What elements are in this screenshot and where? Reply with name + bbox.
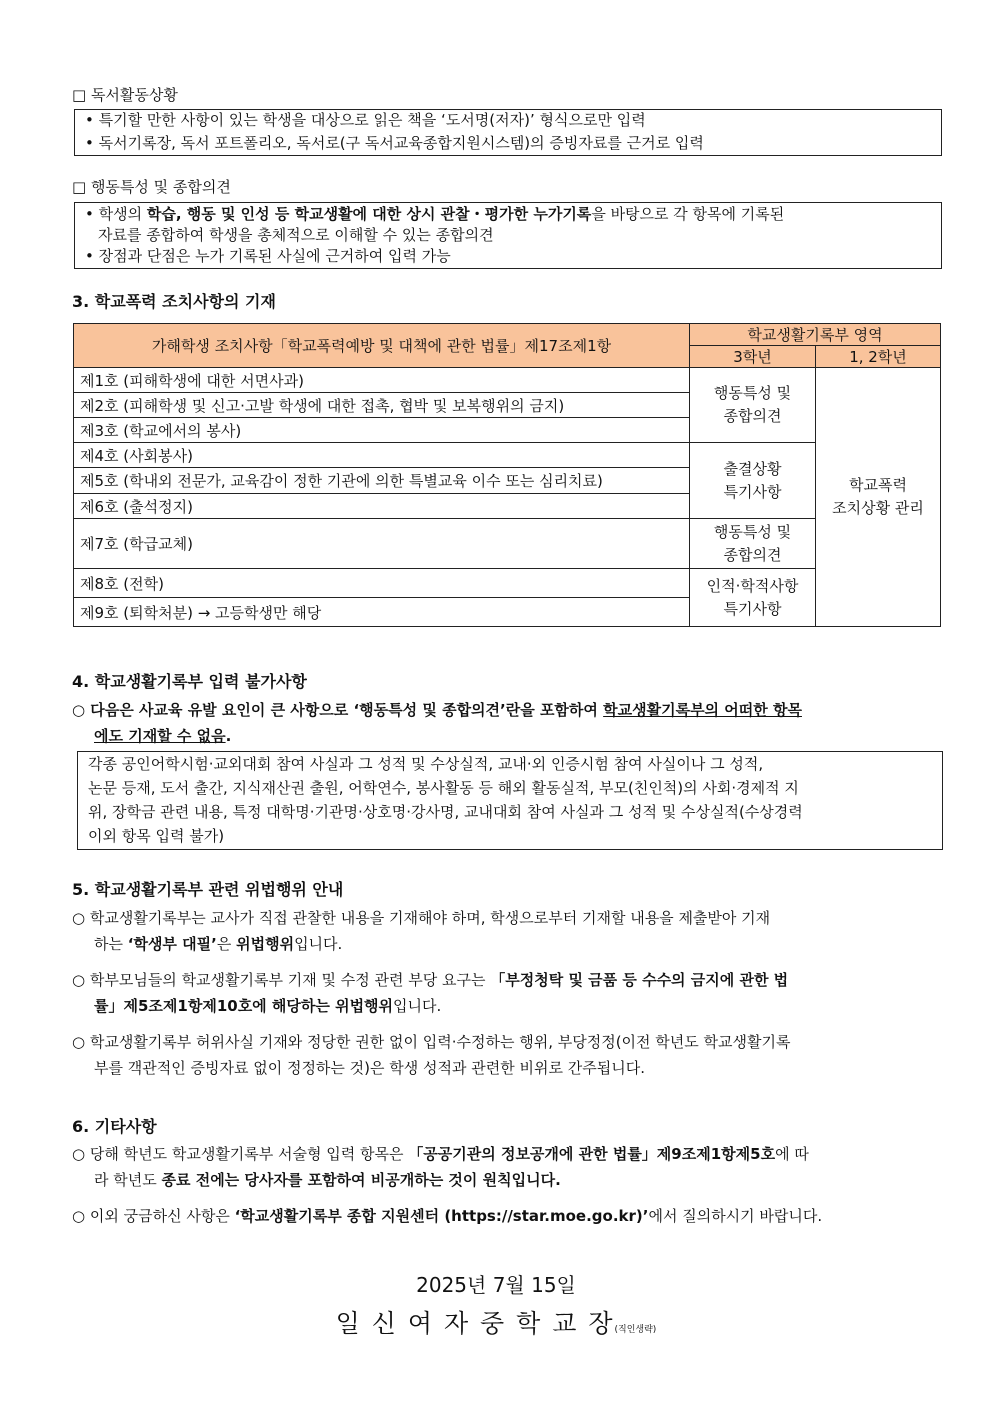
s5-p1-c: 은 xyxy=(216,935,237,953)
table-header-g3: 3학년 xyxy=(690,346,816,368)
section4-p-b: 학교생활기록부의 어떠한 항목 xyxy=(603,701,802,719)
reading-box xyxy=(74,109,942,156)
seal-note: (직인생략) xyxy=(614,1325,657,1335)
section5-p3-line1: ○ 학교생활기록부 허위사실 기재와 정당한 권한 없이 입력·수정하는 행위, 부당정정(이전 학년도 학교생활기록 xyxy=(72,1033,791,1051)
table-row: 제7호 (학급교체) xyxy=(74,519,690,569)
area-attend-line1: 출결상황 xyxy=(723,459,782,478)
s6-p2-c: 에서 질의하시기 바랍니다. xyxy=(648,1207,823,1225)
section4-box-line-1: 각종 공인어학시험·교외대회 참여 사실과 그 성적 및 수상실적, 교내·외 인증시험 참여 사실이나 그 성적, xyxy=(88,755,764,773)
s6-p1-d: 라 학년도 xyxy=(94,1171,162,1189)
table-row: 제1호 (피해학생에 대한 서면사과) xyxy=(74,368,690,393)
section4-box xyxy=(77,751,943,850)
section4-title: 4. 학교생활기록부 입력 불가사항 xyxy=(72,672,307,691)
section4-box-line-2: 논문 등재, 도서 출간, 지식재산권 출원, 어학연수, 봉사활동 등 해외 활동실적, 부모(친인척)의 사회·경제적 지 xyxy=(88,779,799,797)
area-behavior2-line1: 행동특성 및 xyxy=(713,522,792,541)
section4-p-a: ○ 다음은 사교육 유발 요인이 큰 사항으로 ‘행동특성 및 종합의견’란을 포함하여 xyxy=(72,701,604,719)
behavior-box xyxy=(74,202,942,269)
s5-p1-a: 하는 xyxy=(94,935,128,953)
area-g12 xyxy=(816,368,941,627)
behavior-b1-pre: • 학생의 xyxy=(85,205,147,223)
table-row: 제6호 (출석정지) xyxy=(74,494,690,519)
section4-paragraph xyxy=(72,697,932,749)
section6-title: 6. 기타사항 xyxy=(72,1117,157,1136)
s5-p1-e: 입니다. xyxy=(294,935,343,953)
table-header-g12: 1, 2학년 xyxy=(816,346,941,368)
area-behavior-line2: 종합의견 xyxy=(723,407,782,425)
table-header-main: 가해학생 조치사항「학교폭력예방 및 대책에 관한 법률」제17조제1항 xyxy=(74,324,690,368)
area-attendance xyxy=(690,443,816,519)
area-attend-line2: 특기사항 xyxy=(723,482,782,501)
reading-bullet-1: • 특기할 만한 사항이 있는 학생을 대상으로 읽은 책을 ‘도서명(저자)’ 형식으로만 입력 xyxy=(85,111,646,129)
table-row: 제2호 (피해학생 및 신고·고발 학생에 대한 접촉, 협박 및 보복행위의 금지) xyxy=(74,393,690,418)
area-behavior-2 xyxy=(690,519,816,569)
footer-date: 2025년 7월 15일 xyxy=(416,1273,576,1297)
section4-p-d: . xyxy=(225,727,232,745)
section5-p1-line2 xyxy=(72,931,932,957)
s5-p1-d: 위법행위 xyxy=(236,935,295,953)
table-row: 제3호 (학교에서의 봉사) xyxy=(74,418,690,443)
footer-school xyxy=(0,1304,992,1340)
section5-title: 5. 학교생활기록부 관련 위법행위 안내 xyxy=(72,880,344,899)
violence-table xyxy=(73,323,941,627)
s5-p2-a: ○ 학부모님들의 학교생활기록부 기재 및 수정 관련 부당 요구는 xyxy=(72,971,491,989)
area-personal-line1: 인적·학적사항 xyxy=(706,576,799,595)
reading-title: □ 독서활동상황 xyxy=(72,86,178,104)
section4-box-line-4: 이외 항목 입력 불가) xyxy=(88,827,225,845)
behavior-b1-bold: 학습, 행동 및 인성 등 학교생활에 대한 상시 관찰・평가한 누가기록 xyxy=(146,205,592,223)
section5-item-3 xyxy=(72,1029,932,1081)
s5-p2-d: 입니다. xyxy=(393,997,442,1015)
s6-p1-e: 종료 전에는 당사자를 포함하여 비공개하는 것이 원칙입니다. xyxy=(161,1171,561,1189)
table-row: 제9호 (퇴학처분) → 고등학생만 해당 xyxy=(74,598,690,627)
s6-p1-c: 에 따 xyxy=(775,1145,809,1163)
behavior-bullet-2: • 장점과 단점은 누가 기록된 사실에 근거하여 입력 가능 xyxy=(85,247,451,265)
s6-p1-b: 「공공기관의 정보공개에 관한 법률」제9조제1항제5호 xyxy=(408,1145,776,1163)
area-personal-line2: 특기사항 xyxy=(723,599,782,618)
section6-item-1 xyxy=(72,1141,932,1193)
area-behavior2-line2: 종합의견 xyxy=(723,545,782,564)
s5-p2-b: 「부정청탁 및 금품 등 수수의 금지에 관한 법 xyxy=(490,971,789,989)
section5-p1-line1: ○ 학교생활기록부는 교사가 직접 관찰한 내용을 기재해야 하며, 학생으로부터 기재할 내용을 제출받아 기재 xyxy=(72,909,771,927)
section4-p-c: 에도 기재할 수 없음 xyxy=(94,727,226,745)
section5-p2-line2 xyxy=(72,993,932,1019)
table-row: 제8호 (전학) xyxy=(74,569,690,598)
section6-p1-line2 xyxy=(72,1167,932,1193)
behavior-bullet-1 xyxy=(85,203,784,226)
section5-p3-line2: 부를 객관적인 증빙자료 없이 정정하는 것)은 학생 성적과 관련한 비위로 간주됩니다. xyxy=(94,1059,645,1077)
behavior-bullet-1-line2: 자료를 종합하여 학생을 총체적으로 이해할 수 있는 종합의견 xyxy=(98,226,494,244)
section3-title: 3. 학교폭력 조치사항의 기재 xyxy=(72,292,276,311)
table-row: 제5호 (학내외 전문가, 교육감이 정한 기관에 의한 특별교육 이수 또는 심리치료) xyxy=(74,468,690,494)
section6-item-2 xyxy=(72,1203,932,1229)
s6-p2-a: ○ 이외 궁금하신 사항은 xyxy=(72,1207,235,1225)
school-name: 일 신 여 자 중 학 교 장 xyxy=(335,1309,615,1338)
section5-item-2 xyxy=(72,967,932,1019)
s5-p1-b: ‘학생부 대필’ xyxy=(127,935,217,953)
table-row: 제4호 (사회봉사) xyxy=(74,443,690,468)
section4-box-line-3: 위, 장학금 관련 내용, 특정 대학명·기관명·상호명·강사명, 교내대회 참여 사실과 그 성적 및 수상실적(수상경력 xyxy=(88,803,803,821)
s5-p2-c: 률」제5조제1항제10호에 해당하는 위법행위 xyxy=(94,997,394,1015)
area-g12-line1: 학교폭력 xyxy=(849,476,907,494)
reading-bullet-2: • 독서기록장, 독서 포트폴리오, 독서로(구 독서교육종합지원시스템)의 증빙자료를 근거로 입력 xyxy=(85,134,704,152)
area-behavior xyxy=(690,368,816,443)
section5-item-1 xyxy=(72,905,932,957)
behavior-title: □ 행동특성 및 종합의견 xyxy=(72,178,231,196)
s6-p1-a: ○ 당해 학년도 학교생활기록부 서술형 입력 항목은 xyxy=(72,1145,409,1163)
table-header-area: 학교생활기록부 영역 xyxy=(690,324,941,346)
behavior-b1-post: 을 바탕으로 각 항목에 기록된 xyxy=(591,205,785,223)
area-behavior-line1: 행동특성 및 xyxy=(713,384,792,402)
area-personal xyxy=(690,569,816,627)
area-g12-line2: 조치상황 관리 xyxy=(832,499,924,517)
s6-p2-b: ‘학교생활기록부 종합 지원센터 (https://star.moe.go.kr)’ xyxy=(234,1207,649,1225)
